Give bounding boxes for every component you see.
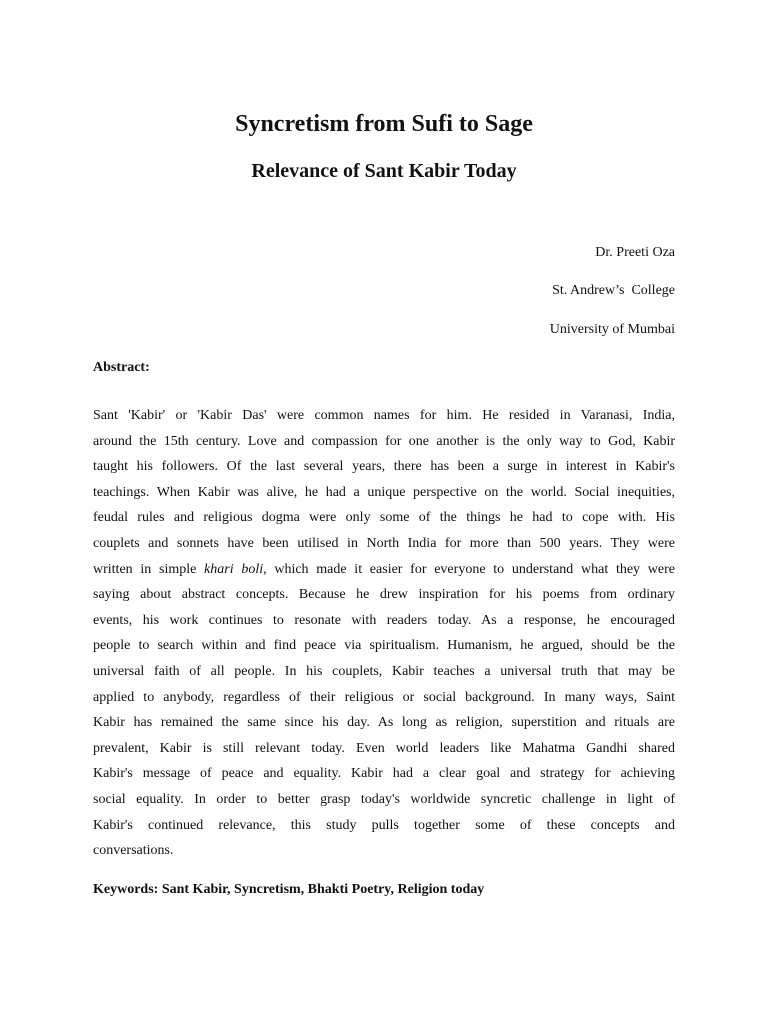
abstract-line: conversations. xyxy=(93,843,174,859)
abstract-body xyxy=(93,403,675,864)
abstract-line: taught his followers. Of the last several years, there has been a surge in interest in Kabir's xyxy=(93,459,675,475)
abstract-line: around the 15th century. Love and compassion for one another is the only way to God, Kabir xyxy=(93,433,675,449)
abstract-line: applied to anybody, regardless of their religious or social background. In many ways, Saint xyxy=(93,689,675,705)
author-name: Dr. Preeti Oza xyxy=(595,245,675,260)
abstract-line: social equality. In order to better grasp today's worldwide syncretic challenge in light of xyxy=(93,791,675,807)
abstract-line: prevalent, Kabir is still relevant today. Even world leaders like Mahatma Gandhi shared xyxy=(93,740,675,756)
abstract-line: feudal rules and religious dogma were only some of the things he had to cope with. His xyxy=(93,510,675,526)
abstract-line: Sant 'Kabir' or 'Kabir Das' were common names for him. He resided in Varanasi, India, xyxy=(93,408,675,423)
abstract-line: Kabir has remained the same since his day. As long as religion, superstition and rituals are xyxy=(93,715,675,731)
abstract-line: Kabir's message of peace and equality. Kabir had a clear goal and strategy for achieving xyxy=(93,766,675,782)
paper-subtitle: Relevance of Sant Kabir Today xyxy=(251,160,517,182)
author-university: University of Mumbai xyxy=(549,322,675,337)
abstract-line: universal faith of all people. In his couplets, Kabir teaches a universal truth that may be xyxy=(93,663,675,679)
keywords: Keywords: Sant Kabir, Syncretism, Bhakti Poetry, Religion today xyxy=(93,882,485,897)
abstract-italic-term: khari boli xyxy=(204,561,264,577)
abstract-heading: Abstract: xyxy=(93,360,150,375)
abstract-line: Kabir's continued relevance, this study pulls together some of these concepts and xyxy=(93,817,675,833)
abstract-line: events, his work continues to resonate with readers today. As a response, he encouraged xyxy=(93,612,675,628)
abstract-line: saying about abstract concepts. Because he drew inspiration for his poems from ordinary xyxy=(93,587,675,603)
paper-title: Syncretism from Sufi to Sage xyxy=(235,111,533,137)
abstract-line: teachings. When Kabir was alive, he had a unique perspective on the world. Social inequities, xyxy=(93,484,675,500)
abstract-line: written in simple khari boli, which made it easier for everyone to understand what they were xyxy=(93,561,675,577)
abstract-line: people to search within and find peace via spiritualism. Humanism, he argued, should be the xyxy=(93,638,675,654)
abstract-line: couplets and sonnets have been utilised in North India for more than 500 years. They were xyxy=(93,535,675,551)
author-college: St. Andrew’s College xyxy=(552,283,675,298)
